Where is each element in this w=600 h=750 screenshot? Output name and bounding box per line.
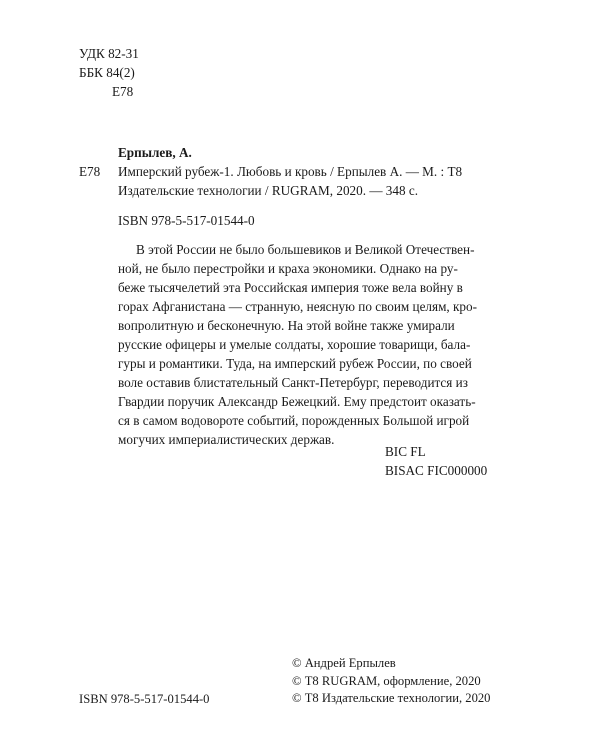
copyright-block xyxy=(292,655,490,708)
bbk-code: ББК 84(2) xyxy=(79,65,135,80)
copyright-author: © Андрей Ерпылев xyxy=(292,656,396,670)
annotation-line: В этой России не было большевиков и Великой Отечествен- xyxy=(136,242,475,257)
author-sign-top: Е78 xyxy=(112,84,134,99)
annotation-line: могучих империалистических держав. xyxy=(118,432,335,447)
author-name: Ерпылев, А. xyxy=(118,145,192,160)
biblio-line-2: Издательские технологии / RUGRAM, 2020. — 348 с. xyxy=(118,183,419,198)
annotation-line: Гвардии поручик Александр Бежецкий. Ему предстоит оказать- xyxy=(118,394,476,409)
isbn-bottom: ISBN 978-5-517-01544-0 xyxy=(79,692,210,706)
annotation-line: беже тысячелетий эта Российская империя тоже вела войну в xyxy=(118,280,463,295)
udk-code: УДК 82-31 xyxy=(79,46,139,61)
annotation xyxy=(118,240,518,449)
annotation-line: вопролитную и бесконечную. На этой войне также умирали xyxy=(118,318,455,333)
isbn-main: ISBN 978-5-517-01544-0 xyxy=(118,213,255,228)
classification-block xyxy=(79,44,139,101)
author-sign: Е78 xyxy=(79,164,101,179)
annotation-line: горах Афганистана — странную, неясную по своим целям, кро- xyxy=(118,299,477,314)
annotation-line: русские офицеры и умелые солдаты, хорошие товарищи, бала- xyxy=(118,337,471,352)
annotation-line: ся в самом водовороте событий, порожденных Большой игрой xyxy=(118,413,470,428)
annotation-line: воле оставив блистательный Санкт-Петербург, переводится из xyxy=(118,375,468,390)
bic-code: BIC FL xyxy=(385,444,426,459)
annotation-line: ной, не было перестройки и краха экономики. Однако на ру- xyxy=(118,261,458,276)
bibliographic-description xyxy=(118,162,518,200)
subject-codes xyxy=(385,442,487,480)
annotation-line: гуры и романтики. Туда, на имперский рубеж России, по своей xyxy=(118,356,472,371)
copyright-design: © Т8 RUGRAM, оформление, 2020 xyxy=(292,673,481,688)
copyright-publisher: © Т8 Издательские технологии, 2020 xyxy=(292,691,491,705)
biblio-line-1: Имперский рубеж-1. Любовь и кровь / Ерпылев А. — М. : Т8 xyxy=(118,164,463,179)
bisac-code: BISAC FIC000000 xyxy=(385,463,488,478)
